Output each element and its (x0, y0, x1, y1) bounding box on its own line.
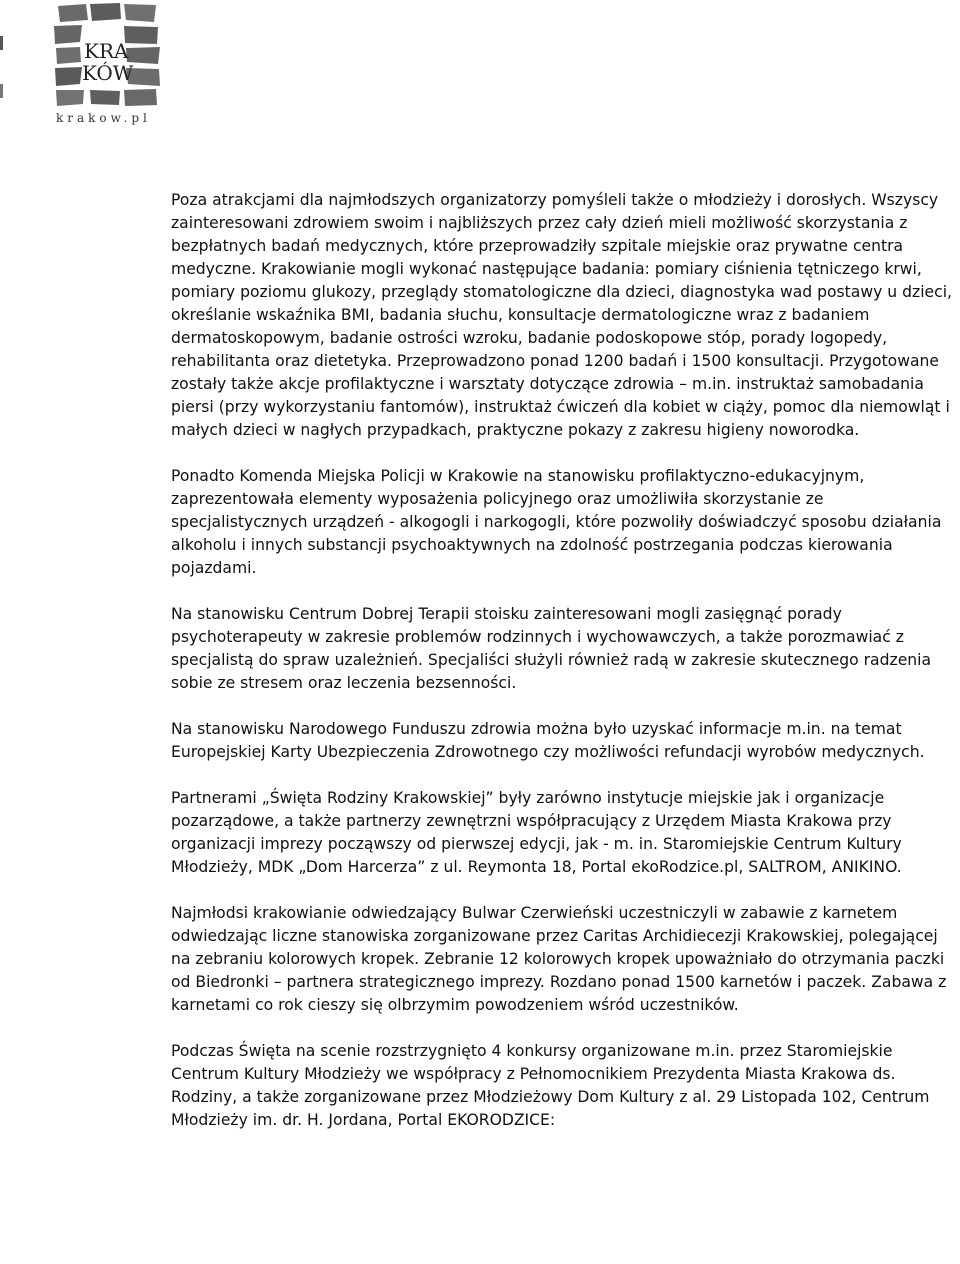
logo-line2: KÓW (82, 61, 134, 85)
krakow-logo-icon (0, 0, 175, 130)
logo-url: krakow.pl (56, 111, 151, 125)
document-body (171, 189, 960, 1132)
paragraph-police: Ponadto Komenda Miejska Policji w Krakowie na stanowisku profilaktyczno-edukacyjnym, zaprezentowała elementy wyposażenia policyjnego oraz umożliwiła skorzystanie ze specjalistycznych urządzeń - alkogogli i narkogogli, które pozwoliły doświadczyć sposobu działania alkoholu i innych substancji psychoaktywnych na zdolność postrzegania podczas kierowania pojazdami. (171, 467, 942, 577)
paragraph-contests: Podczas Święta na scenie rozstrzygnięto 4 konkursy organizowane m.in. przez Staromiejskie Centrum Kultury Młodzieży we współpracy z Pełnomocnikiem Prezydenta Miasta Krakowa ds. Rodziny, a także zorganizowane przez Młodzieżowy Dom Kultury z al. 29 Listopada 102, Centrum Młodzieży im. dr. H. Jordana, Portal EKORODZICE: (171, 1042, 930, 1129)
paragraph-nfz: Na stanowisku Narodowego Funduszu zdrowia można było uzyskać informacje m.in. na temat Europejskiej Karty Ubezpieczenia Zdrowotnego czy możliwości refundacji wyrobów medycznych. (171, 720, 925, 761)
paragraph-therapy-center: Na stanowisku Centrum Dobrej Terapii stoisku zainteresowani mogli zasięgnąć porady psychoterapeuty w zakresie problemów rodzinnych i wychowawczych, a także porozmawiać z specjalistą do spraw uzależnień. Specjaliści służyli również radą w zakresie skutecznego radzenia sobie ze stresem oraz leczenia bezsenności. (171, 605, 932, 692)
logo-line1: KRA (84, 39, 129, 63)
krakow-logo (0, 0, 175, 130)
paragraph-partners: Partnerami „Święta Rodziny Krakowskiej” były zarówno instytucje miejskie jak i organizacje pozarządowe, a także partnerzy zewnętrzni współpracujący z Urzędem Miasta Krakowa przy organizacji imprezy począwszy od pierwszej edycji, jak - m. in. Staromiejskie Centrum Kultury Młodzieży, MDK „Dom Harcerza” z ul. Reymonta 18, Portal ekoRodzice.pl, SALTROM, ANIKINO. (171, 789, 902, 876)
paragraph-kids-game: Najmłodsi krakowianie odwiedzający Bulwar Czerwieński uczestniczyli w zabawie z karnetem odwiedzając liczne stanowiska zorganizowane przez Caritas Archidiecezji Krakowskiej, polegającej na zebraniu kolorowych kropek. Zebranie 12 kolorowych kropek upoważniało do otrzymania paczki od Biedronki – partnera strategicznego imprezy. Rozdano ponad 1500 karnetów i paczek. Zabawa z karnetami co rok cieszy się olbrzymim powodzeniem wśród uczestników. (171, 904, 947, 1014)
paragraph-health-checks: Poza atrakcjami dla najmłodszych organizatorzy pomyśleli także o młodzieży i dorosłych. Wszyscy zainteresowani zdrowiem swoim i najbliższych przez cały dzień mieli możliwość skorzystania z bezpłatnych badań medycznych, które przeprowadziły szpitale miejskie oraz prywatne centra medyczne. Krakowianie mogli wykonać następujące badania: pomiary ciśnienia tętniczego krwi, pomiary poziomu glukozy, przeglądy stomatologiczne dla dzieci, diagnostyka wad postawy u dzieci, określanie wskaźnika BMI, badania słuchu, konsultacje dermatologiczne wraz z badaniem dermatoskopowym, badanie ostrości wzroku, badanie podoskopowe stóp, porady logopedy, rehabilitanta oraz dietetyka. Przeprowadzono ponad 1200 badań i 1500 konsultacji. Przygotowane zostały także akcje profilaktyczne i warsztaty dotyczące zdrowia – m.in. instruktaż samobadania piersi (przy wykorzystaniu fantomów), instruktaż ćwiczeń dla kobiet w ciąży, pomoc dla niemowląt i małych dzieci w nagłych przypadkach, praktyczne pokazy z zakresu higieny noworodka. (171, 191, 952, 439)
